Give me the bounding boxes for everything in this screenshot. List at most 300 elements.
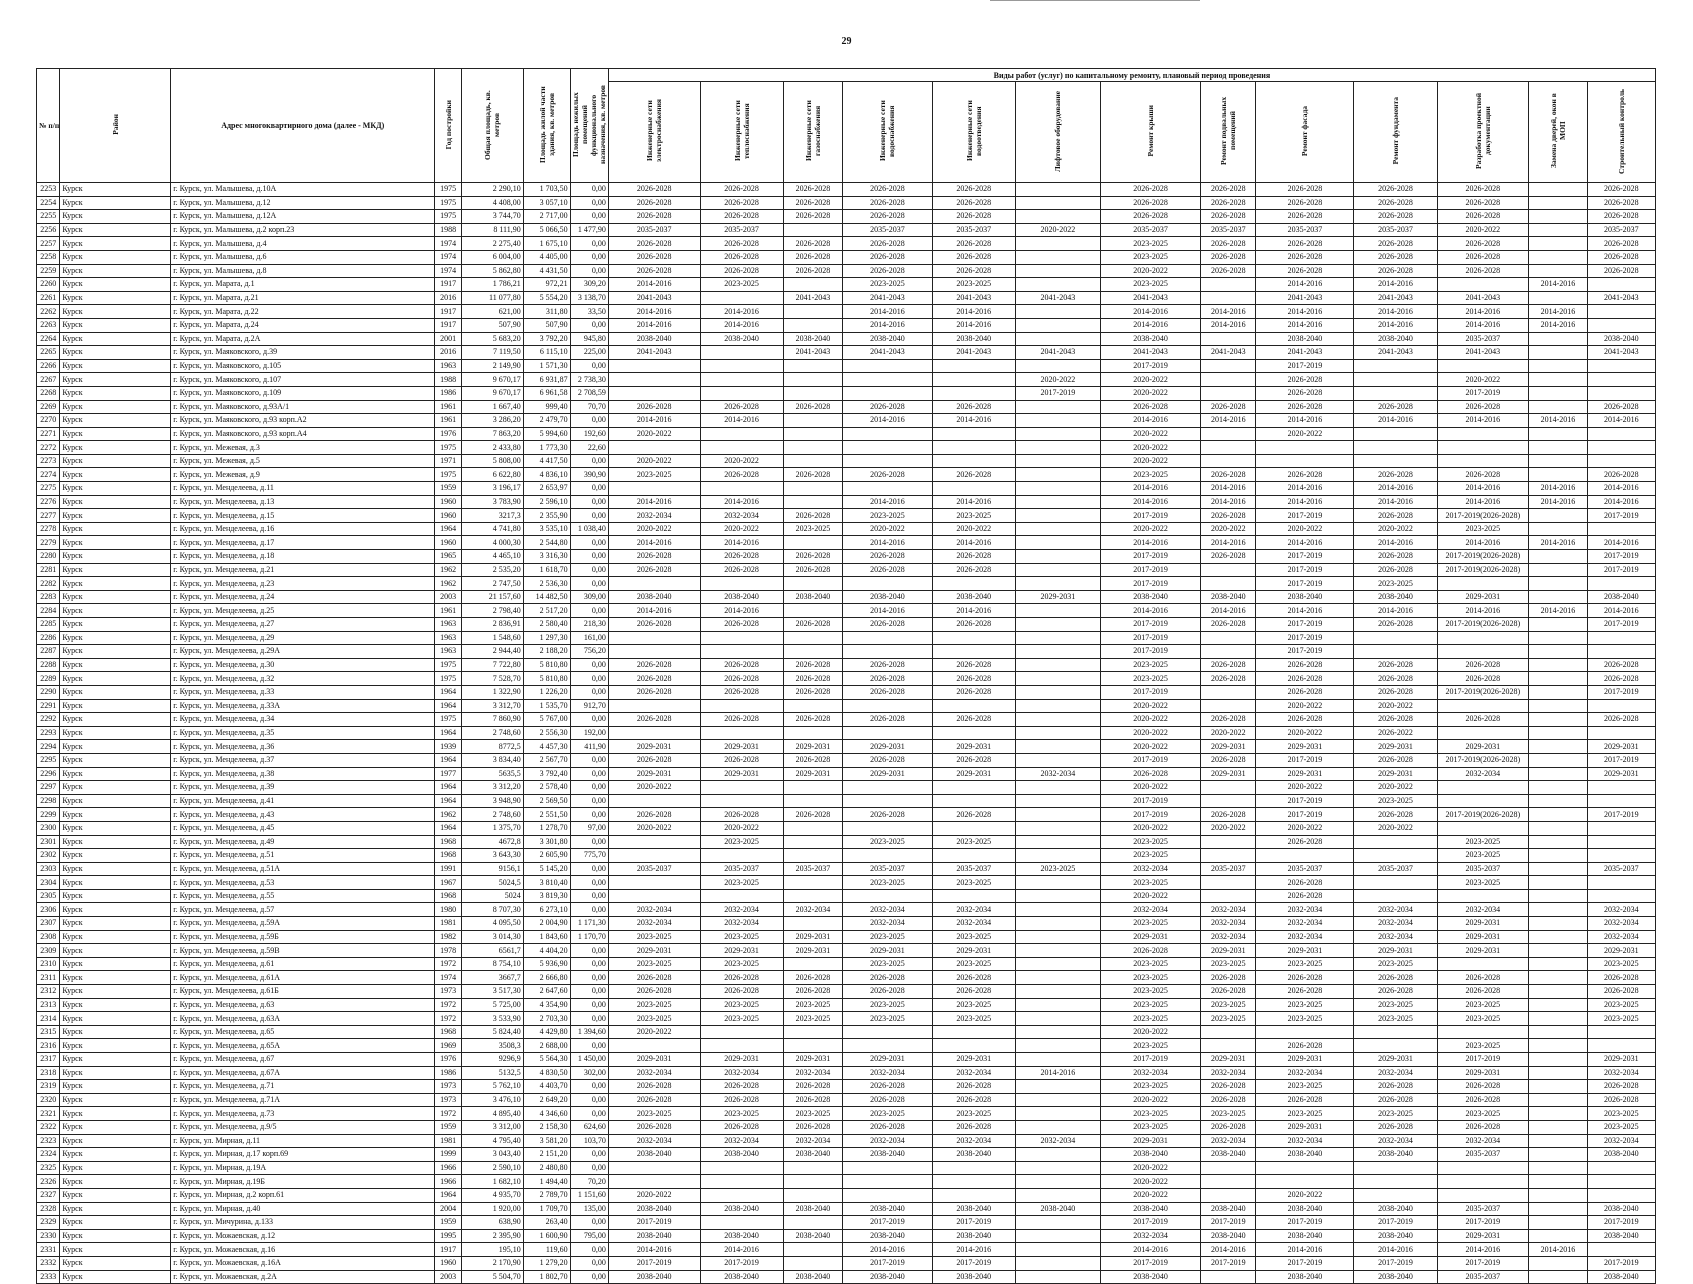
cell-nonres-area: 2 738,30 [570,373,608,387]
cell-work-period: 2026-2028 [700,713,783,727]
cell-year: 1960 [435,509,462,523]
cell-address: г. Курск, ул. Менделеева, д.37 [171,753,435,767]
cell-work-period: 2032-2034 [1256,917,1354,931]
cell-work-period [1201,427,1256,441]
cell-living-area: 1 535,70 [523,699,570,713]
cell-total-area: 621,00 [461,305,523,319]
cell-nonres-area: 135,00 [570,1202,608,1216]
cell-work-period [783,1175,843,1189]
cell-nonres-area: 0,00 [570,210,608,224]
cell-work-period [1437,441,1529,455]
cell-work-period: 2020-2022 [1100,889,1200,903]
cell-work-period [932,577,1015,591]
cell-year: 2003 [435,1270,462,1284]
cell-nonres-area: 0,00 [570,318,608,332]
cell-work-period [608,373,700,387]
cell-living-area: 2 605,90 [523,849,570,863]
cell-work-period [1587,835,1655,849]
cell-work-period: 2026-2028 [783,400,843,414]
cell-work-period: 2017-2019 [1587,685,1655,699]
cell-address: г. Курск, ул. Менделеева, д.61Б [171,985,435,999]
cell-work-period: 2038-2040 [1100,1148,1200,1162]
cell-work-period: 2032-2034 [1015,767,1100,781]
cell-work-period [1015,957,1100,971]
cell-nonres-area: 0,00 [570,753,608,767]
table-row [37,468,1656,482]
cell-num: 2297 [37,781,60,795]
cell-work-period: 2026-2028 [1201,210,1256,224]
cell-work-period: 2035-2037 [1354,862,1437,876]
cell-year: 1962 [435,577,462,591]
cell-nonres-area: 302,00 [570,1066,608,1080]
cell-work-period: 2029-2031 [1100,930,1200,944]
cell-work-period: 2032-2034 [783,903,843,917]
table-row [37,1107,1656,1121]
cell-work-period [1015,278,1100,292]
cell-num: 2286 [37,631,60,645]
cell-living-area: 5 936,90 [523,957,570,971]
cell-work-period [1201,332,1256,346]
cell-district: Курск [60,645,171,659]
table-row [37,753,1656,767]
cell-living-area: 5 994,60 [523,427,570,441]
cell-work-period [1529,862,1588,876]
cell-work-period [1015,930,1100,944]
cell-total-area: 5 683,20 [461,332,523,346]
cell-work-period: 2032-2034 [700,917,783,931]
cell-work-period [700,1175,783,1189]
cell-work-period: 2026-2028 [1437,672,1529,686]
cell-work-period [783,536,843,550]
cell-year: 1982 [435,930,462,944]
table-row [37,536,1656,550]
cell-work-period: 2020-2022 [1100,1175,1200,1189]
cell-work-period: 2035-2037 [608,862,700,876]
cell-work-period: 2026-2028 [1354,1080,1437,1094]
cell-num: 2274 [37,468,60,482]
cell-work-period: 2026-2028 [1437,1080,1529,1094]
table-row [37,794,1656,808]
cell-work-period: 2032-2034 [700,903,783,917]
cell-address: г. Курск, ул. Межевая, д.3 [171,441,435,455]
cell-work-period [700,1161,783,1175]
cell-work-period: 2023-2025 [932,278,1015,292]
cell-work-period: 2026-2028 [608,808,700,822]
cell-living-area: 1 802,70 [523,1270,570,1284]
cell-work-period: 2023-2025 [1354,577,1437,591]
cell-living-area: 2 536,30 [523,577,570,591]
cell-work-period: 2014-2016 [932,1243,1015,1257]
cell-work-period: 2017-2019(2026-2028) [1437,618,1529,632]
cell-work-period [1529,1025,1588,1039]
cell-work-period: 2017-2019 [843,1216,932,1230]
cell-living-area: 5 554,20 [523,291,570,305]
cell-work-period: 2032-2034 [1100,862,1200,876]
cell-num: 2332 [37,1256,60,1270]
cell-work-period [1201,1039,1256,1053]
cell-district: Курск [60,1093,171,1107]
cell-work-period: 2026-2028 [932,210,1015,224]
cell-work-period: 2023-2025 [1354,1107,1437,1121]
cell-work-period [1529,808,1588,822]
cell-work-period [1529,550,1588,564]
cell-work-period [1587,305,1655,319]
cell-work-period: 2032-2034 [1100,1229,1200,1243]
cell-work-period [1587,645,1655,659]
cell-work-period [932,1161,1015,1175]
cell-district: Курск [60,1107,171,1121]
cell-num: 2295 [37,753,60,767]
cell-work-period: 2023-2025 [1100,1012,1200,1026]
cell-total-area: 3 834,40 [461,753,523,767]
cell-total-area: 2 944,40 [461,645,523,659]
cell-work-period: 2035-2037 [1437,1270,1529,1284]
cell-district: Курск [60,495,171,509]
cell-nonres-area: 0,00 [570,835,608,849]
cell-nonres-area: 1 170,70 [570,930,608,944]
cell-work-period: 2020-2022 [1100,1188,1200,1202]
cell-work-period: 2026-2028 [608,237,700,251]
cell-num: 2326 [37,1175,60,1189]
cell-num: 2311 [37,971,60,985]
cell-total-area: 3 948,90 [461,794,523,808]
cell-living-area: 4 429,80 [523,1025,570,1039]
table-row [37,1175,1656,1189]
cell-work-period [932,1039,1015,1053]
cell-year: 1986 [435,386,462,400]
cell-year: 1939 [435,740,462,754]
cell-living-area: 119,60 [523,1243,570,1257]
cell-work-period: 2023-2025 [700,1012,783,1026]
cell-district: Курск [60,250,171,264]
table-row [37,278,1656,292]
cell-work-period: 2020-2022 [1256,427,1354,441]
cell-num: 2269 [37,400,60,414]
cell-work-period [843,849,932,863]
cell-work-period: 2032-2034 [932,903,1015,917]
cell-nonres-area: 1 038,40 [570,522,608,536]
cell-work-period: 2026-2028 [1354,808,1437,822]
cell-work-period: 2029-2031 [843,740,932,754]
cell-address: г. Курск, ул. Менделеева, д.18 [171,550,435,564]
cell-work-period [1529,713,1588,727]
cell-work-period: 2038-2040 [1256,1148,1354,1162]
cell-work-period: 2014-2016 [1256,278,1354,292]
cell-work-period [783,849,843,863]
cell-work-period: 2026-2028 [932,1080,1015,1094]
cell-year: 1964 [435,753,462,767]
cell-nonres-area: 309,00 [570,590,608,604]
cell-num: 2300 [37,821,60,835]
cell-work-period [608,849,700,863]
cell-address: г. Курск, ул. Маяковского, д.39 [171,346,435,360]
cell-work-period [700,645,783,659]
cell-work-period: 2023-2025 [843,1107,932,1121]
cell-district: Курск [60,1229,171,1243]
cell-work-period: 2023-2025 [1201,998,1256,1012]
cell-work-period: 2023-2025 [1201,1012,1256,1026]
cell-year: 1964 [435,699,462,713]
cell-work-period: 2026-2028 [1256,250,1354,264]
cell-total-area: 7 722,80 [461,658,523,672]
cell-work-period: 2038-2040 [1256,590,1354,604]
cell-work-period [1015,713,1100,727]
cell-work-period: 2026-2028 [608,250,700,264]
cell-work-period: 2026-2028 [932,713,1015,727]
cell-work-period: 2038-2040 [843,1270,932,1284]
cell-work-period: 2026-2028 [932,250,1015,264]
cell-work-period [783,889,843,903]
cell-work-period: 2026-2028 [1256,196,1354,210]
cell-total-area: 7 119,50 [461,346,523,360]
cell-living-area: 1 773,30 [523,441,570,455]
cell-year: 1973 [435,985,462,999]
cell-work-period [843,359,932,373]
table-row [37,454,1656,468]
cell-work-period [1015,985,1100,999]
cell-num: 2291 [37,699,60,713]
cell-work-period: 2026-2028 [1354,985,1437,999]
cell-district: Курск [60,590,171,604]
cell-work-period [1587,1039,1655,1053]
cell-work-period: 2014-2016 [1354,1243,1437,1257]
cell-work-period: 2023-2025 [1354,1012,1437,1026]
cell-work-period: 2032-2034 [1201,917,1256,931]
header-address: Адрес многоквартирного дома (далее - МКД) [171,69,435,183]
cell-work-period [700,631,783,645]
cell-address: г. Курск, ул. Менделеева, д.15 [171,509,435,523]
table-row [37,550,1656,564]
cell-work-period: 2017-2019 [1256,509,1354,523]
cell-nonres-area: 0,00 [570,183,608,197]
cell-total-area: 2 535,20 [461,563,523,577]
cell-work-period [1587,1025,1655,1039]
cell-nonres-area: 795,00 [570,1229,608,1243]
cell-total-area: 3 476,10 [461,1093,523,1107]
cell-work-period [843,889,932,903]
cell-work-period: 2035-2037 [843,862,932,876]
cell-work-period: 2038-2040 [700,1270,783,1284]
cell-work-period: 2014-2016 [1529,536,1588,550]
cell-year: 1972 [435,1012,462,1026]
cell-num: 2324 [37,1148,60,1162]
cell-work-period: 2014-2016 [608,318,700,332]
cell-work-period [1015,441,1100,455]
cell-living-area: 3 819,30 [523,889,570,903]
cell-work-period [843,577,932,591]
table-row [37,889,1656,903]
cell-work-period: 2020-2022 [1201,726,1256,740]
cell-work-period [1529,1039,1588,1053]
cell-work-period: 2026-2028 [608,1093,700,1107]
cell-work-period: 2029-2031 [932,767,1015,781]
cell-work-period [1015,821,1100,835]
cell-work-period [932,482,1015,496]
cell-year: 1980 [435,903,462,917]
cell-living-area: 999,40 [523,400,570,414]
cell-work-period: 2023-2025 [843,876,932,890]
cell-work-period [1529,291,1588,305]
cell-year: 1988 [435,223,462,237]
cell-year: 1986 [435,1066,462,1080]
cell-work-period [843,821,932,835]
cell-work-period: 2017-2019 [1100,359,1200,373]
cell-living-area: 2 666,80 [523,971,570,985]
cell-work-period: 2023-2025 [608,468,700,482]
cell-work-period [1354,645,1437,659]
cell-district: Курск [60,373,171,387]
cell-living-area: 3 792,20 [523,332,570,346]
cell-district: Курск [60,957,171,971]
cell-work-period [783,604,843,618]
cell-work-period [843,1175,932,1189]
cell-work-period: 2023-2025 [1587,998,1655,1012]
cell-work-period: 2035-2037 [1437,1148,1529,1162]
cell-work-period [783,454,843,468]
cell-work-period [1529,1093,1588,1107]
cell-work-period: 2026-2028 [1354,210,1437,224]
cell-year: 1969 [435,1039,462,1053]
cell-work-period [1529,346,1588,360]
cell-work-period: 2020-2022 [608,427,700,441]
cell-address: г. Курск, ул. Малышева, д.8 [171,264,435,278]
cell-num: 2273 [37,454,60,468]
cell-address: г. Курск, ул. Менделеева, д.59А [171,917,435,931]
cell-work-period [1529,672,1588,686]
cell-num: 2261 [37,291,60,305]
cell-work-period [1529,468,1588,482]
cell-nonres-area: 0,00 [570,1270,608,1284]
cell-work-period: 2029-2031 [783,767,843,781]
cell-work-period [932,781,1015,795]
cell-total-area: 7 860,90 [461,713,523,727]
cell-nonres-area: 309,20 [570,278,608,292]
cell-year: 1960 [435,1256,462,1270]
cell-work-period: 2026-2028 [783,468,843,482]
cell-year: 1975 [435,658,462,672]
cell-living-area: 2 569,50 [523,794,570,808]
cell-address: г. Курск, ул. Менделеева, д.71А [171,1093,435,1107]
cell-address: г. Курск, ул. Менделеева, д.59Б [171,930,435,944]
cell-work-period: 2038-2040 [1354,590,1437,604]
cell-work-period: 2017-2019 [1587,550,1655,564]
cell-address: г. Курск, ул. Менделеева, д.21 [171,563,435,577]
cell-work-period: 2038-2040 [783,1229,843,1243]
cell-nonres-area: 0,00 [570,944,608,958]
cell-living-area: 2 158,30 [523,1120,570,1134]
cell-num: 2320 [37,1093,60,1107]
cell-work-period: 2038-2040 [1201,590,1256,604]
cell-work-period [1256,1161,1354,1175]
cell-work-period: 2029-2031 [783,944,843,958]
table-row [37,685,1656,699]
cell-work-period: 2026-2028 [783,808,843,822]
cell-work-period [783,631,843,645]
cell-work-period: 2029-2031 [1201,740,1256,754]
cell-work-period: 2020-2022 [1354,781,1437,795]
cell-year: 1968 [435,849,462,863]
cell-district: Курск [60,1188,171,1202]
cell-work-period: 2026-2028 [932,753,1015,767]
cell-work-period [1354,359,1437,373]
cell-year: 1961 [435,400,462,414]
cell-living-area: 5 066,50 [523,223,570,237]
cell-district: Курск [60,509,171,523]
cell-work-period [1529,618,1588,632]
cell-year: 1995 [435,1229,462,1243]
cell-num: 2322 [37,1120,60,1134]
cell-work-period: 2026-2028 [608,264,700,278]
cell-work-period [1529,1053,1588,1067]
cell-work-period [700,577,783,591]
cell-work-period: 2026-2028 [700,685,783,699]
cell-work-period: 2017-2019 [1100,645,1200,659]
cell-year: 1964 [435,522,462,536]
cell-work-period [1015,427,1100,441]
header-work-2: Инженерные сети газоснабжения [783,82,843,183]
cell-work-period: 2017-2019(2026-2028) [1437,685,1529,699]
cell-work-period [1529,250,1588,264]
cell-work-period: 2023-2025 [932,876,1015,890]
cell-work-period: 2032-2034 [1256,1066,1354,1080]
cell-work-period: 2026-2028 [608,985,700,999]
table-row [37,373,1656,387]
cell-work-period: 2029-2031 [1256,944,1354,958]
cell-work-period [1529,427,1588,441]
cell-district: Курск [60,441,171,455]
cell-nonres-area: 22,60 [570,441,608,455]
cell-work-period [1015,1175,1100,1189]
cell-work-period: 2041-2043 [1437,291,1529,305]
cell-work-period: 2035-2037 [1201,223,1256,237]
cell-num: 2296 [37,767,60,781]
cell-total-area: 4 935,70 [461,1188,523,1202]
cell-work-period: 2029-2031 [1256,740,1354,754]
cell-work-period [783,359,843,373]
cell-work-period: 2038-2040 [783,590,843,604]
cell-work-period: 2038-2040 [700,590,783,604]
cell-work-period [1529,400,1588,414]
cell-work-period [843,441,932,455]
cell-address: г. Курск, ул. Менделеева, д.49 [171,835,435,849]
cell-work-period [1201,373,1256,387]
cell-address: г. Курск, ул. Менделеева, д.13 [171,495,435,509]
cell-work-period: 2026-2028 [700,1093,783,1107]
cell-num: 2303 [37,862,60,876]
cell-work-period: 2032-2034 [1201,1066,1256,1080]
cell-work-period: 2035-2037 [1201,862,1256,876]
cell-work-period: 2020-2022 [1100,740,1200,754]
cell-work-period: 2026-2028 [1256,1093,1354,1107]
cell-work-period: 2032-2034 [932,1134,1015,1148]
cell-work-period: 2038-2040 [843,590,932,604]
cell-work-period [1015,1229,1100,1243]
table-row [37,441,1656,455]
cell-work-period: 2014-2016 [1201,305,1256,319]
cell-work-period: 2032-2034 [1100,1066,1200,1080]
cell-work-period: 2029-2031 [932,1053,1015,1067]
cell-work-period: 2014-2016 [932,495,1015,509]
cell-living-area: 6 961,58 [523,386,570,400]
cell-work-period: 2026-2028 [843,808,932,822]
cell-work-period: 2032-2034 [1354,917,1437,931]
cell-address: г. Курск, ул. Менделеева, д.16 [171,522,435,536]
cell-address: г. Курск, ул. Менделеева, д.65 [171,1025,435,1039]
cell-nonres-area: 3 138,70 [570,291,608,305]
cell-num: 2301 [37,835,60,849]
cell-district: Курск [60,536,171,550]
cell-work-period: 2029-2031 [700,740,783,754]
